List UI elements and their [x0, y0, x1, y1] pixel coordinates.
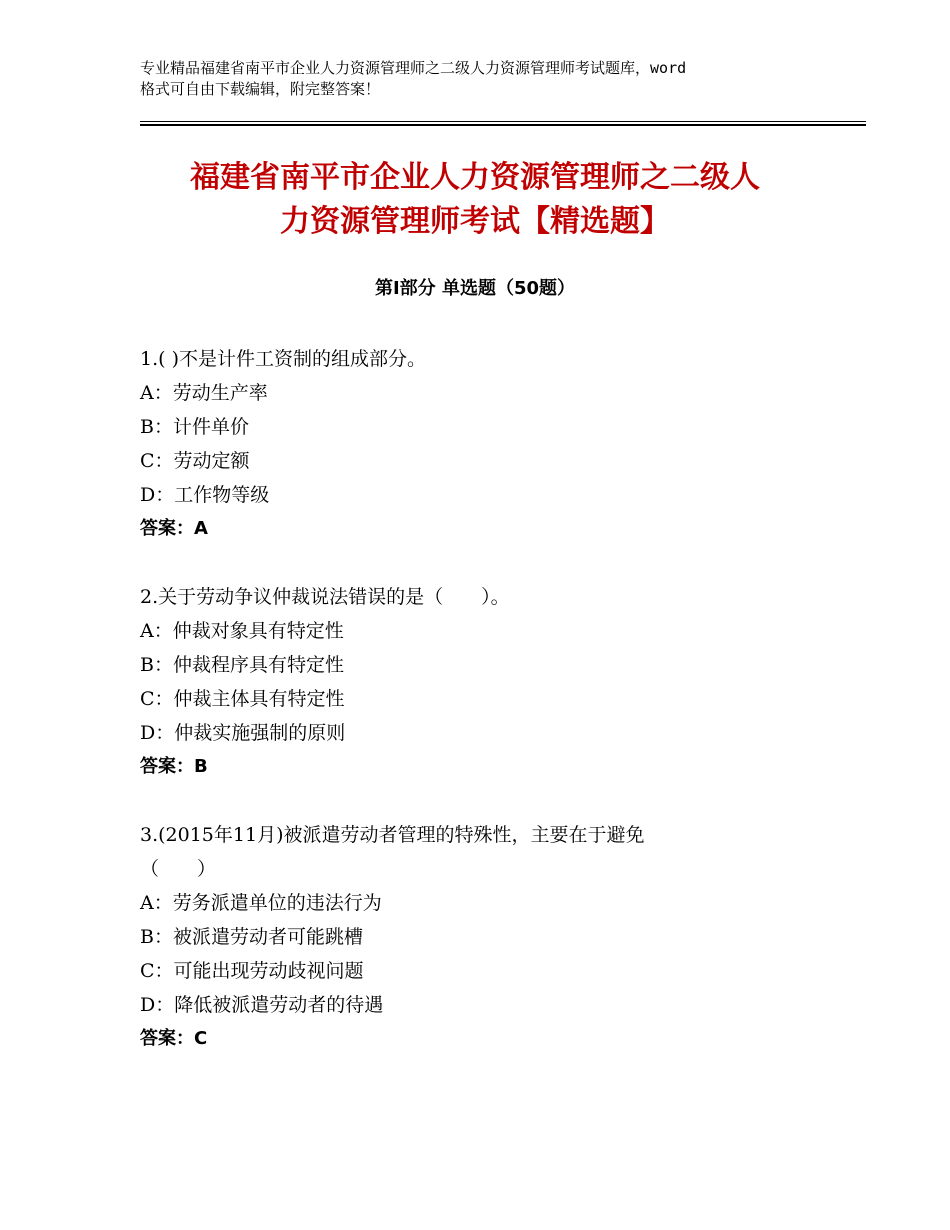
option-d: D：工作物等级 — [140, 484, 270, 506]
option-d: D：仲裁实施强制的原则 — [140, 722, 346, 744]
header-note-line-2: 格式可自由下载编辑，附完整答案！ — [140, 80, 381, 98]
question-1 — [140, 342, 830, 546]
answer-label: 答案：C — [140, 1028, 208, 1049]
question-stem: 1.( )不是计件工资制的组成部分。 — [140, 348, 426, 370]
option-c: C：劳动定额 — [140, 450, 250, 472]
question-3 — [140, 818, 830, 1056]
option-a: A：劳动生产率 — [140, 382, 268, 404]
question-list — [140, 342, 830, 1090]
question-2 — [140, 580, 830, 784]
section-title: 第Ⅰ部分 单选题（50题） — [374, 278, 575, 299]
document-title-line-1: 福建省南平市企业人力资源管理师之二级人 — [190, 160, 760, 195]
option-c: C：可能出现劳动歧视问题 — [140, 960, 364, 982]
header-divider — [140, 121, 866, 128]
option-b: B：仲裁程序具有特定性 — [140, 654, 344, 676]
option-a: A：劳务派遣单位的违法行为 — [140, 892, 382, 914]
divider-line-thick — [140, 124, 866, 126]
document-title — [120, 156, 830, 244]
question-stem: 2.关于劳动争议仲裁说法错误的是（ ）。 — [140, 586, 510, 608]
question-stem-continued: （ ） — [140, 858, 217, 880]
answer-label: 答案：A — [140, 518, 208, 539]
option-b: B：计件单价 — [140, 416, 249, 438]
header-note-line-1: 专业精品福建省南平市企业人力资源管理师之二级人力资源管理师考试题库，word — [140, 59, 687, 77]
option-d: D：降低被派遣劳动者的待遇 — [140, 994, 384, 1016]
header-note — [140, 58, 840, 100]
option-b: B：被派遣劳动者可能跳槽 — [140, 926, 363, 948]
option-a: A：仲裁对象具有特定性 — [140, 620, 344, 642]
answer-label: 答案：B — [140, 756, 208, 777]
divider-line — [140, 121, 866, 122]
document-title-line-2: 力资源管理师考试【精选题】 — [280, 204, 670, 239]
option-c: C：仲裁主体具有特定性 — [140, 688, 345, 710]
question-stem: 3.(2015年11月)被派遣劳动者管理的特殊性，主要在于避免 — [140, 824, 645, 846]
